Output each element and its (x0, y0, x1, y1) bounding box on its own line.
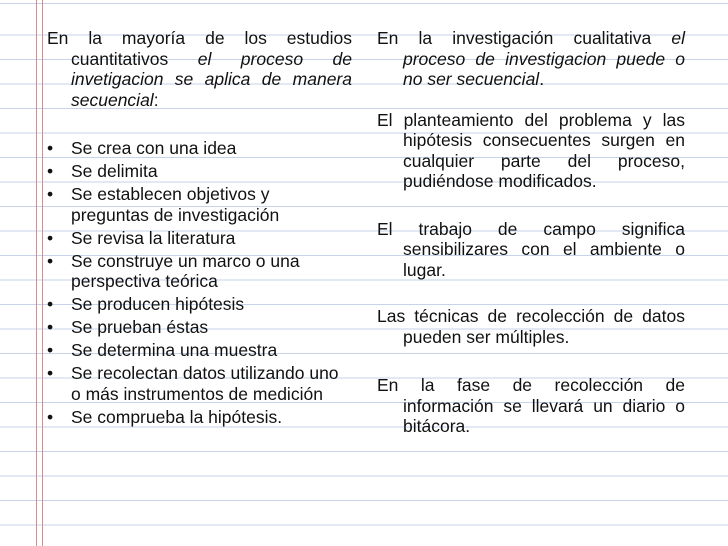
list-item-text: Se recolectan datos utilizando uno o más instrumentos de medición (71, 363, 339, 404)
quantitative-intro (47, 28, 352, 110)
quantitative-steps-list (47, 138, 352, 427)
qualitative-column (377, 28, 685, 437)
list-item-text: Se crea con una idea (71, 138, 237, 158)
list-item (47, 317, 352, 338)
list-item-text: Se prueban éstas (71, 317, 209, 337)
intro-emphasis: el proceso de invetigacion se aplica de manera secuencial (71, 48, 352, 110)
intro-text: En la investigación cualitativa (377, 28, 672, 48)
qualitative-paragraph: El trabajo de campo significa sensibilizares con el ambiente o lugar. (377, 218, 685, 280)
list-item-text: Se revisa la literatura (71, 227, 236, 248)
intro-emphasis: el proceso de investigacion puede o no ser secuencial (403, 28, 685, 89)
bullet-icon: • (47, 138, 54, 158)
qualitative-intro (377, 28, 685, 90)
list-item-text: Se construye un marco o una perspectiva teórica (71, 250, 300, 291)
list-item (47, 228, 352, 249)
list-item (47, 138, 352, 159)
bullet-icon: • (47, 250, 54, 271)
bullet-icon: • (47, 317, 54, 337)
list-item (47, 407, 352, 428)
intro-suffix: : (153, 89, 159, 110)
list-item (47, 363, 352, 404)
bullet-icon: • (47, 161, 54, 181)
list-item (47, 251, 352, 292)
list-item-text: Se establecen objetivos y preguntas de investigación (71, 184, 280, 225)
list-item-text: Se delimita (71, 161, 158, 181)
bullet-icon: • (47, 363, 54, 383)
bullet-icon: • (47, 184, 54, 204)
list-item (47, 161, 352, 182)
list-item-text: Se comprueba la hipótesis. (71, 406, 283, 427)
intro-suffix: . (539, 69, 545, 89)
qualitative-paragraph: En la fase de recolección de información se llevará un diario o bitácora. (377, 375, 685, 436)
list-item (47, 340, 352, 361)
list-item (47, 184, 352, 225)
bullet-icon: • (47, 340, 54, 360)
bullet-icon: • (47, 227, 54, 248)
list-item-text: Se determina una muestra (71, 340, 278, 360)
list-item (47, 294, 352, 315)
qualitative-paragraph: El planteamiento del problema y las hipótesis consecuentes surgen en cualquier parte del proceso, pudiéndose modificados. (377, 109, 685, 191)
intro-text: En la mayoría de los estudios cuantitativos (47, 28, 352, 69)
list-item-text: Se producen hipótesis (71, 294, 245, 314)
bullet-icon: • (47, 406, 54, 427)
bullet-icon: • (47, 294, 54, 314)
qualitative-paragraph: Las técnicas de recolección de datos pueden ser múltiples. (377, 306, 685, 347)
quantitative-column (47, 28, 352, 427)
